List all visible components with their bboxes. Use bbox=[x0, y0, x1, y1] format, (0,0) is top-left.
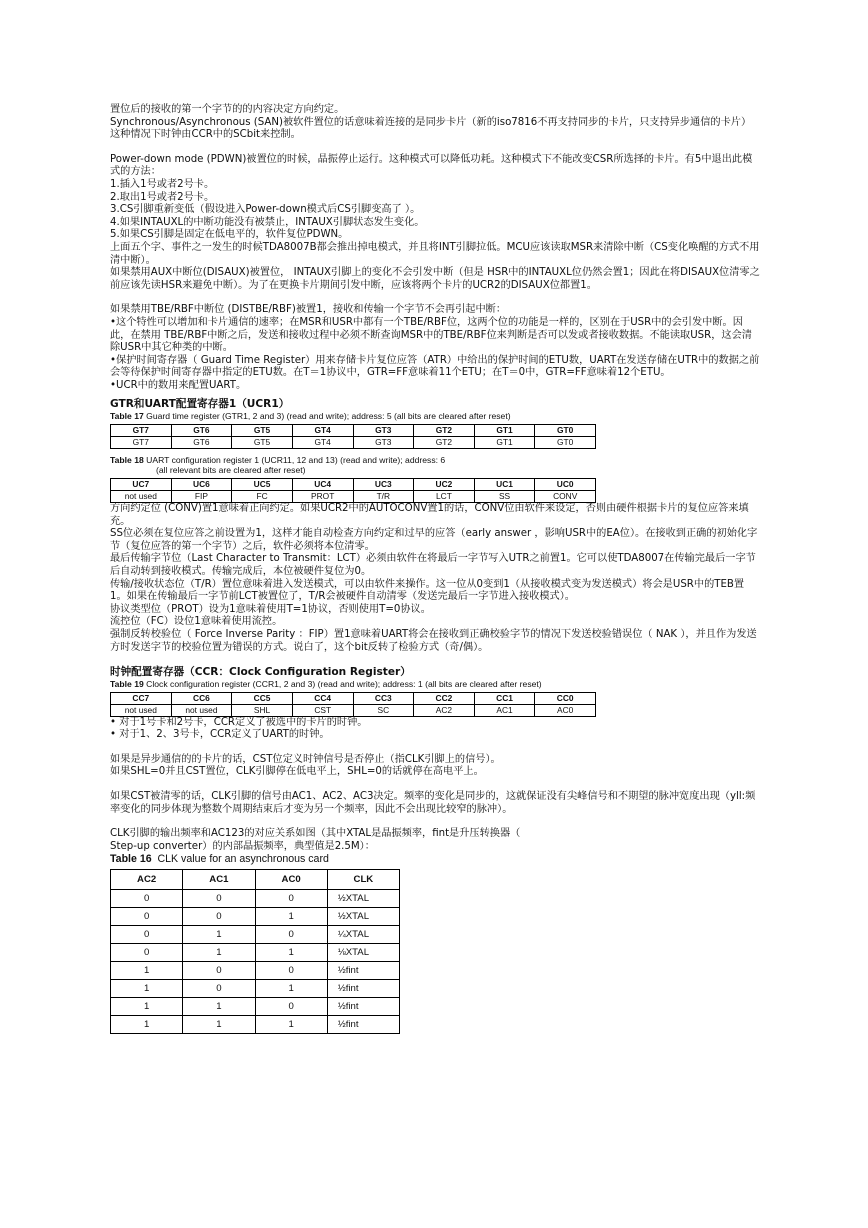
paragraph: 流控位（FC）设位1意味着使用流控。 bbox=[110, 616, 283, 628]
cst-section bbox=[110, 754, 760, 779]
table-cell: CC1 bbox=[474, 692, 535, 704]
table-row bbox=[111, 490, 596, 502]
table-header-row bbox=[111, 870, 400, 890]
table-cell: ½XTAL bbox=[327, 890, 399, 908]
table-cell: 1 bbox=[255, 908, 327, 926]
paragraph: 如果禁用TBE/RBF中断位 (DISTBE/RBF)被置1，接收和传输一个字节不会再引起中断： bbox=[110, 304, 507, 316]
table-cell: UC4 bbox=[292, 478, 353, 490]
paragraph: 如果是异步通信的的卡片的话，CST位定义时钟信号是否停止（指CLK引脚上的信号）。 bbox=[110, 753, 501, 765]
table-cell: 1 bbox=[183, 944, 255, 962]
table-caption-label: Table 17 bbox=[110, 411, 144, 422]
table-cell: GT1 bbox=[474, 424, 535, 436]
table-cell: 1 bbox=[255, 944, 327, 962]
table-cell: UC7 bbox=[111, 478, 172, 490]
table-cell: 1 bbox=[183, 1016, 255, 1034]
paragraph: Synchronous/Asynchronous (SAN)被软件置位的话意味着连接的是同步卡片（新的iso7816不再支持同步的卡片，只支持异步通信的卡片）这种情况下时钟由CCR中的SCbit来控制。 bbox=[110, 116, 752, 141]
ac-section bbox=[110, 791, 760, 816]
clk-table bbox=[110, 869, 400, 1034]
paragraph: 强制反转校验位（ Force Inverse Parity ：FIP）置1意味着UART将会在接收到正确校验字节的情况下发送校验错误位（ NAK ），并且作为发送方时发送字节的校验位置为错误的方式。说白了，这个bit反转了检验方式（奇/偶）。 bbox=[110, 628, 757, 653]
table-cell: ½fint bbox=[327, 998, 399, 1016]
table-caption-text: CLK value for an asynchronous card bbox=[157, 853, 329, 866]
table-cell: ½XTAL bbox=[327, 908, 399, 926]
paragraph: CLK引脚的输出频率和AC123的对应关系如图（其中XTAL是晶振频率，fint是升压转换器（ bbox=[110, 828, 521, 840]
table-cell: ½fint bbox=[327, 1016, 399, 1034]
table-cell: 0 bbox=[111, 890, 183, 908]
table-cell: T/R bbox=[353, 490, 414, 502]
table-cell: 0 bbox=[255, 890, 327, 908]
table-header-row bbox=[111, 692, 596, 704]
table-cell: 1 bbox=[111, 980, 183, 998]
ucr-table bbox=[110, 478, 596, 503]
table-cell: 0 bbox=[111, 944, 183, 962]
paragraph: 最后传输字节位（Last Character to Transmit：LCT）必须由软件在将最后一字节写入UTR之前置1。它可以使TDA8007在传输完最后一字节后自动转到接收模式。传输完成后，本位被硬件复位为0。 bbox=[110, 553, 756, 577]
table-cell: GT6 bbox=[171, 424, 232, 436]
table-cell: AC2 bbox=[111, 870, 183, 890]
table-cell: UC6 bbox=[171, 478, 232, 490]
table-caption-text: UART configuration register 1 (UCR11, 12 and 13) (read and write); address: 6 bbox=[146, 454, 446, 465]
table-cell: ½fint bbox=[327, 962, 399, 980]
table-cell: GT2 bbox=[414, 436, 475, 448]
table-cell: GT2 bbox=[414, 424, 475, 436]
section-heading: 时钟配置寄存器（CCR：Clock Configuration Register） bbox=[110, 666, 411, 679]
table-cell: AC0 bbox=[255, 870, 327, 890]
table-cell: 1 bbox=[183, 998, 255, 1016]
table-cell: CC0 bbox=[535, 692, 596, 704]
table-cell: AC0 bbox=[535, 704, 596, 716]
table-cell: FIP bbox=[171, 490, 232, 502]
paragraph: 如果禁用AUX中断位(DISAUX)被置位， INTAUX引脚上的变化不会引发中断（但是 HSR中的INTAUXL位仍然会置1；因此在将DISAUX位清零之前应该先读HSR来避免中断）。为了在更换卡片期间引发中断，应该将两个卡片的UCR2的DISAUX位都置1。 bbox=[110, 267, 760, 291]
table-cell: GT0 bbox=[535, 424, 596, 436]
clk-intro bbox=[110, 828, 760, 853]
table-cell: GT7 bbox=[111, 436, 172, 448]
table-cell: not used bbox=[111, 490, 172, 502]
table-cell: AC1 bbox=[474, 704, 535, 716]
table-row bbox=[111, 704, 596, 716]
ucr-description bbox=[110, 503, 760, 654]
paragraph: •UCR中的数用来配置UART。 bbox=[110, 379, 247, 391]
table-row bbox=[111, 1016, 400, 1034]
list-item: • 对于1号卡和2号卡，CCR定义了被选中的卡片的时钟。 bbox=[110, 716, 368, 728]
table-row bbox=[111, 944, 400, 962]
table-cell: 0 bbox=[255, 962, 327, 980]
table-header-row bbox=[111, 424, 596, 436]
table-cell: 1 bbox=[255, 1016, 327, 1034]
paragraph: •这个特性可以增加和卡片通信的速率；在MSR和USR中都有一个TBE/RBF位，这两个位的功能是一样的，区别在于USR中的会引发中断。因此，在禁用 TBE/RBF中断之后，发送和接收过程中必须不断查询MSR中的TBE/RBF位来判断是否可以发或者接收数据。不能读取USR，这会清除USR中其它种类的中断。 bbox=[110, 316, 752, 354]
table-cell: UC0 bbox=[535, 478, 596, 490]
document-page bbox=[110, 104, 760, 1034]
table-cell: CC6 bbox=[171, 692, 232, 704]
table-cell: 1 bbox=[183, 926, 255, 944]
table-cell: CLK bbox=[327, 870, 399, 890]
table-cell: not used bbox=[111, 704, 172, 716]
table-caption-label: Table 19 bbox=[110, 679, 144, 690]
table-caption-text: Guard time register (GTR1, 2 and 3) (read and write); address: 5 (all bits are cleared after reset) bbox=[146, 411, 511, 422]
table-cell: SHL bbox=[232, 704, 293, 716]
gtr-table bbox=[110, 424, 596, 449]
table-cell: GT1 bbox=[474, 436, 535, 448]
table-cell: 0 bbox=[183, 980, 255, 998]
table-caption bbox=[110, 679, 760, 690]
table-cell: PROT bbox=[292, 490, 353, 502]
paragraph: •保护时间寄存器（ Guard Time Register）用来存储卡片复位应答（ATR）中给出的保护时间的ETU数，UART在发送存储在UTR中的数据之前会等待保护时间寄存器中指定的ETU数。在T＝1协议中，GTR=FF意味着11个ETU；在T＝0中，GTR=FF意味着12个ETU。 bbox=[110, 354, 760, 379]
table-cell: 1 bbox=[111, 1016, 183, 1034]
table-cell: UC1 bbox=[474, 478, 535, 490]
table-cell: 0 bbox=[183, 962, 255, 980]
table-cell: 0 bbox=[183, 890, 255, 908]
table-row bbox=[111, 980, 400, 998]
table-cell: GT7 bbox=[111, 424, 172, 436]
table-cell: GT6 bbox=[171, 436, 232, 448]
table-row bbox=[111, 998, 400, 1016]
table-cell: 0 bbox=[255, 926, 327, 944]
paragraph: 置位后的接收的第一个字节的的内容决定方向约定。 bbox=[110, 104, 345, 115]
table-cell: CC7 bbox=[111, 692, 172, 704]
table-header-row bbox=[111, 478, 596, 490]
table-cell: CST bbox=[292, 704, 353, 716]
table-cell: ½fint bbox=[327, 980, 399, 998]
table-row bbox=[111, 436, 596, 448]
table-cell: CC3 bbox=[353, 692, 414, 704]
table-cell: UC5 bbox=[232, 478, 293, 490]
paragraph: Step-up converter）的内部晶振频率，典型值是2.5M）： bbox=[110, 840, 375, 852]
table-cell: GT5 bbox=[232, 424, 293, 436]
table-cell: 1 bbox=[111, 998, 183, 1016]
table-cell: not used bbox=[171, 704, 232, 716]
list-item: 2.取出1号或者2号卡。 bbox=[110, 191, 215, 203]
table-cell: AC1 bbox=[183, 870, 255, 890]
table-cell: SC bbox=[353, 704, 414, 716]
table-cell: ⅛XTAL bbox=[327, 944, 399, 962]
table-caption bbox=[110, 853, 760, 866]
table-cell: 1 bbox=[255, 980, 327, 998]
table-caption-continued: (all relevant bits are cleared after reset) bbox=[156, 465, 306, 476]
table-cell: GT0 bbox=[535, 436, 596, 448]
table-cell: CC5 bbox=[232, 692, 293, 704]
table-caption bbox=[110, 455, 760, 466]
list-item: 4.如果INTAUXL的中断功能没有被禁止，INTAUX引脚状态发生变化。 bbox=[110, 216, 425, 228]
section-heading: GTR和UART配置寄存器1（UCR1） bbox=[110, 398, 290, 411]
table-cell: FC bbox=[232, 490, 293, 502]
ccr-table bbox=[110, 692, 596, 717]
list-item: 1.插入1号或者2号卡。 bbox=[110, 178, 215, 190]
paragraph: Power-down mode (PDWN)被置位的时候，晶振停止运行。这种模式可以降低功耗。这种模式下不能改变CSR所选择的卡片。有5中退出此模式的方法： bbox=[110, 153, 753, 178]
table-row bbox=[111, 908, 400, 926]
table-cell: 0 bbox=[111, 926, 183, 944]
list-item: 3.CS引脚重新变低（假设进入Power-down模式后CS引脚变高了 ）。 bbox=[110, 204, 421, 216]
table-cell: GT3 bbox=[353, 424, 414, 436]
table-cell: CONV bbox=[535, 490, 596, 502]
paragraph: 如果SHL=0并且CST置位，CLK引脚停在低电平上，SHL=0的话就停在高电平上。 bbox=[110, 766, 484, 778]
table-cell: UC2 bbox=[414, 478, 475, 490]
paragraph: SS位必须在复位应答之前设置为1，这样才能自动检查方向约定和过早的应答（early answer ，影响USR中的EA位）。在接收到正确的初始化字节（复位应答的第一个字节）之后，软件必须将本位清零。 bbox=[110, 528, 758, 552]
table-caption-label: Table 18 bbox=[110, 454, 144, 465]
list-item: 5.如果CS引脚是固定在低电平的，软件复位PDWN。 bbox=[110, 229, 349, 241]
paragraph: 传输/接收状态位（T/R）置位意味着进入发送模式，可以由软件来操作。这一位从0变到1（从接收模式变为发送模式）将会是USR中的TEB置1。如果在传输最后一字节前LCT被置位了，T/R会被硬件自动清零（发送完最后一字节进入接收模式）。 bbox=[110, 578, 745, 603]
table-caption bbox=[110, 411, 760, 422]
table-cell: AC2 bbox=[414, 704, 475, 716]
table-cell: CC2 bbox=[414, 692, 475, 704]
table-cell: UC3 bbox=[353, 478, 414, 490]
table-row bbox=[111, 962, 400, 980]
table-cell: 1 bbox=[111, 962, 183, 980]
table-caption-text: Clock configuration register (CCR1, 2 and 3) (read and write); address: 1 (all bits are cleared after reset) bbox=[146, 679, 542, 690]
table-caption-label: Table 16 bbox=[110, 853, 152, 866]
paragraph: 如果CST被清零的话，CLK引脚的信号由AC1、AC2、AC3决定。频率的变化是同步的，这就保证没有尖峰信号和不期望的脉冲宽度出现（yll:频率变化的同步体现为整数个周期结束后才变为另一个频率，因此不会出现比较窄的脉冲）。 bbox=[110, 790, 756, 815]
table-cell: GT4 bbox=[292, 436, 353, 448]
table-row bbox=[111, 890, 400, 908]
table-cell: CC4 bbox=[292, 692, 353, 704]
pdwn-section bbox=[110, 154, 760, 293]
table-cell: GT4 bbox=[292, 424, 353, 436]
table-cell: 0 bbox=[183, 908, 255, 926]
list-item: • 对于1、2、3号卡，CCR定义了UART的时钟。 bbox=[110, 729, 330, 741]
paragraph: 协议类型位（PROT）设为1意味着使用T=1协议，否则使用T=0协议。 bbox=[110, 603, 431, 615]
table-cell: GT5 bbox=[232, 436, 293, 448]
paragraph: 方向约定位 (CONV)置1意味着正向约定。如果UCR2中的AUTOCONV置1的话，CONV位由软件来设定，否则由硬件根据卡片的复位应答来填充。 bbox=[110, 502, 749, 527]
table-cell: 0 bbox=[111, 908, 183, 926]
paragraph: 上面五个字、事件之一发生的时候TDA8007B都会推出掉电模式，并且将INT引脚拉低。MCU应该读取MSR来清除中断（CS变化唤醒的方式不用清中断）。 bbox=[110, 241, 760, 266]
table-cell: ¼XTAL bbox=[327, 926, 399, 944]
ccr-bullets bbox=[110, 717, 760, 742]
table-row bbox=[111, 926, 400, 944]
table-cell: 0 bbox=[255, 998, 327, 1016]
table-cell: GT3 bbox=[353, 436, 414, 448]
intro-paragraphs bbox=[110, 104, 760, 142]
table-cell: LCT bbox=[414, 490, 475, 502]
table-cell: SS bbox=[474, 490, 535, 502]
distbe-section bbox=[110, 304, 760, 392]
